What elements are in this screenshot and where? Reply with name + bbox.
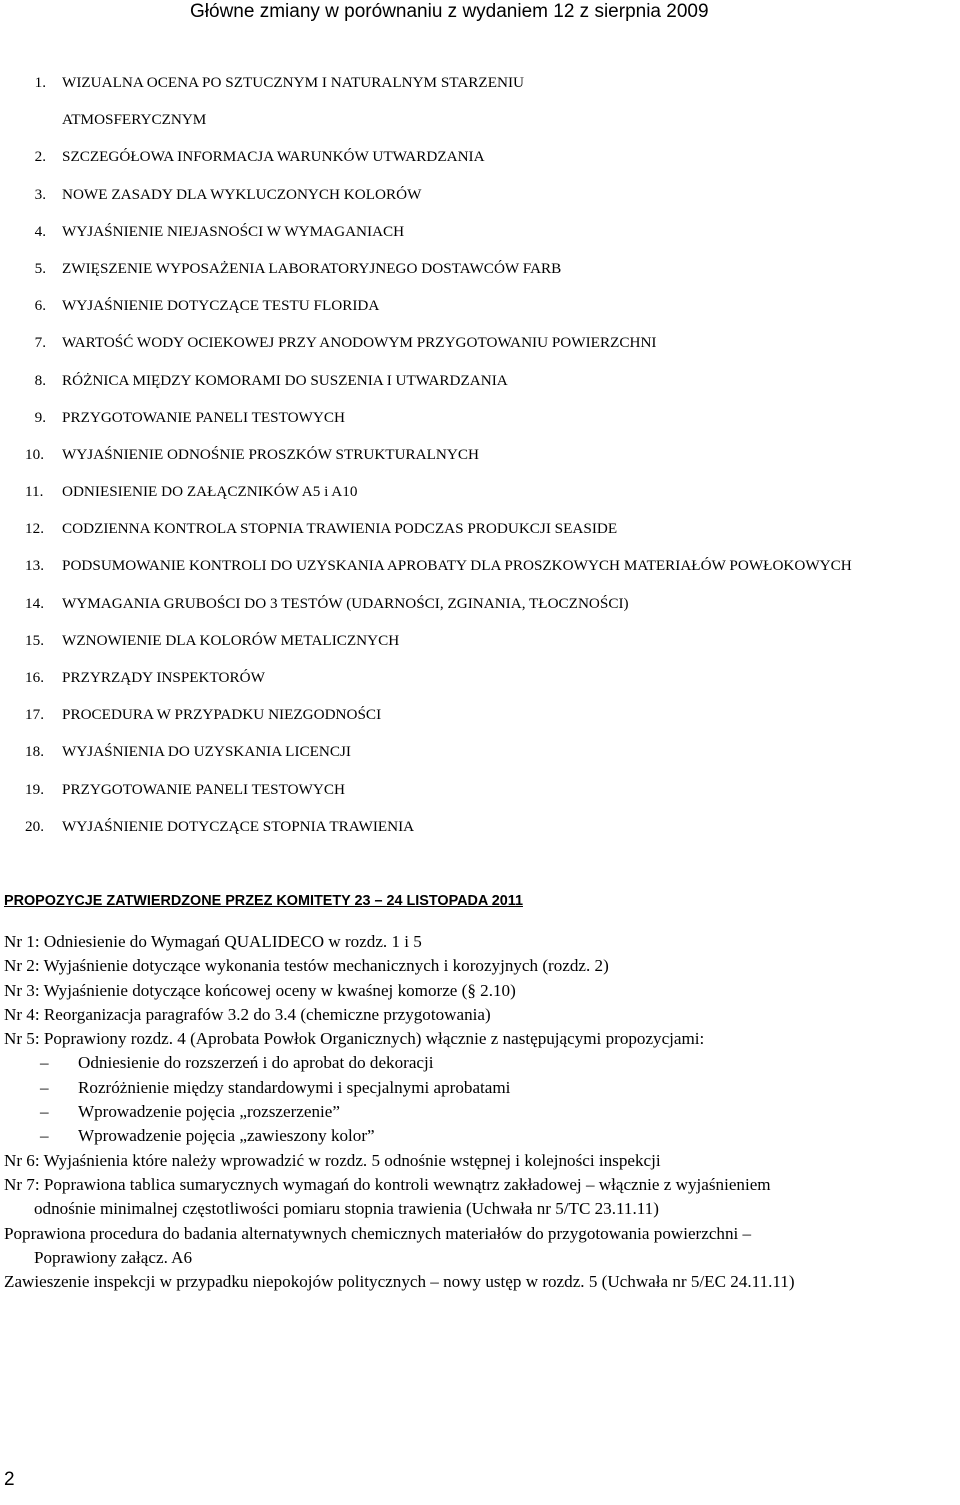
list-item-text: PROCEDURA W PRZYPADKU NIEZGODNOŚCI	[62, 706, 382, 724]
list-item-number: 14.	[25, 594, 44, 612]
document-title: Główne zmiany w porównaniu z wydaniem 12 z sierpnia 2009	[190, 1, 709, 22]
list-item	[0, 64, 960, 138]
proposal-nr2: Nr 2: Wyjaśnienie dotyczące wykonania testów mechanicznych i korozyjnych (rozdz. 2)	[4, 956, 609, 976]
list-item-text: WYJAŚNIENIE DOTYCZĄCE STOPNIA TRAWIENIA	[62, 817, 415, 835]
list-item	[0, 771, 960, 808]
proposal-nr7: Nr 7: Poprawiona tablica sumarycznych wymagań do kontroli wewnątrz zakładowej – włącznie z wyjaśnieniem	[4, 1174, 771, 1194]
list-item-text: CODZIENNA KONTROLA STOPNIA TRAWIENIA PODCZAS PRODUKCJI SEASIDE	[62, 520, 618, 538]
sub-list-item	[4, 1124, 960, 1148]
list-item-number: 7.	[34, 334, 46, 352]
list-item	[0, 436, 960, 473]
proposal-nr6: Nr 6: Wyjaśnienia które należy wprowadzić w rozdz. 5 odnośnie wstępnej i kolejności inspekcji	[4, 1150, 661, 1170]
list-item-text: WYJAŚNIENIE ODNOŚNIE PROSZKÓW STRUKTURALNYCH	[62, 445, 479, 463]
list-item-text: NOWE ZASADY DLA WYKLUCZONYCH KOLORÓW	[62, 185, 422, 203]
dash-bullet: –	[40, 1077, 49, 1097]
sub-list-item-text: Wprowadzenie pojęcia „rozszerzenie”	[78, 1102, 340, 1122]
list-item-number: 11.	[25, 483, 44, 501]
sub-list-item	[4, 1051, 960, 1075]
list-item-text: ODNIESIENIE DO ZAŁĄCZNIKÓW A5 i A10	[62, 483, 358, 501]
proposals-heading: PROPOZYCJE ZATWIERDZONE PRZEZ KOMITETY 23 – 24 LISTOPADA 2011	[4, 893, 523, 909]
list-item	[0, 362, 960, 399]
changes-list	[0, 64, 960, 845]
procedure-line-continuation: Poprawiony załącz. A6	[34, 1247, 193, 1267]
sub-list-item-text: Wprowadzenie pojęcia „zawieszony kolor”	[78, 1126, 375, 1146]
list-item-number: 1.	[34, 74, 46, 91]
list-item-number: 5.	[34, 259, 46, 277]
page-number: 2	[4, 1469, 15, 1490]
dash-bullet: –	[40, 1102, 49, 1122]
list-item-number: 9.	[34, 408, 46, 426]
list-item-text: PRZYRZĄDY INSPEKTORÓW	[62, 669, 265, 687]
sub-list-item-text: Rozróżnienie między standardowymi i specjalnymi aprobatami	[78, 1077, 511, 1097]
list-item-text: RÓŻNICA MIĘDZY KOMORAMI DO SUSZENIA I UTWARDZANIA	[62, 371, 508, 389]
proposals-list	[4, 930, 960, 1294]
list-item-text: WZNOWIENIE DLA KOLORÓW METALICZNYCH	[62, 631, 400, 649]
proposal-nr5: Nr 5: Poprawiony rozdz. 4 (Aprobata Powłok Organicznych) włącznie z następującymi propozycjami:	[4, 1029, 705, 1049]
list-item	[0, 622, 960, 659]
list-item	[0, 399, 960, 436]
list-item-number: 8.	[34, 371, 46, 389]
list-item-number: 3.	[34, 185, 46, 203]
procedure-line: Poprawiona procedura do badania alternatywnych chemicznych materiałów do przygotowania powierzchni –	[4, 1223, 752, 1243]
proposal-nr4: Nr 4: Reorganizacja paragrafów 3.2 do 3.4 (chemiczne przygotowania)	[4, 1004, 491, 1024]
list-item-number: 12.	[25, 520, 44, 538]
list-item-text: WARTOŚĆ WODY OCIEKOWEJ PRZY ANODOWYM PRZYGOTOWANIU POWIERZCHNI	[62, 334, 657, 352]
list-item-number: 2.	[34, 148, 46, 166]
list-item	[0, 176, 960, 213]
list-item-text: PRZYGOTOWANIE PANELI TESTOWYCH	[62, 780, 345, 798]
dash-bullet: –	[40, 1126, 49, 1146]
list-item	[0, 547, 960, 584]
sub-list-item	[4, 1100, 960, 1124]
list-item	[0, 213, 960, 250]
list-item	[0, 733, 960, 770]
list-item-text: ZWIĘSZENIE WYPOSAŻENIA LABORATORYJNEGO DOSTAWCÓW FARB	[62, 259, 562, 277]
list-item-number: 10.	[25, 445, 44, 463]
list-item-number: 4.	[34, 222, 46, 240]
list-item-text: WIZUALNA OCENA PO SZTUCZNYM I NATURALNYM STARZENIU ATMOSFERYCZNYM	[62, 74, 524, 129]
list-item	[0, 808, 960, 845]
list-item-number: 6.	[34, 297, 46, 315]
list-item-text: PODSUMOWANIE KONTROLI DO UZYSKANIA APROBATY DLA PROSZKOWYCH MATERIAŁÓW POWŁOKOWYCH	[62, 557, 852, 575]
list-item-number: 15.	[25, 631, 44, 649]
list-item-text: WYJAŚNIENIE DOTYCZĄCE TESTU FLORIDA	[62, 297, 380, 315]
list-item	[0, 510, 960, 547]
list-item	[0, 473, 960, 510]
proposal-nr1: Nr 1: Odniesienie do Wymagań QUALIDECO w rozdz. 1 i 5	[4, 932, 422, 951]
dash-bullet: –	[40, 1053, 49, 1073]
list-item	[0, 250, 960, 287]
suspension-line: Zawieszenie inspekcji w przypadku niepokojów politycznych – nowy ustęp w rozdz. 5 (Uchwała nr 5/EC 24.11.11)	[4, 1272, 795, 1292]
list-item	[0, 138, 960, 175]
list-item-text: WYJAŚNIENIA DO UZYSKANIA LICENCJI	[62, 743, 351, 761]
list-item-number: 18.	[25, 743, 44, 761]
list-item	[0, 585, 960, 622]
sub-list-item-text: Odniesienie do rozszerzeń i do aprobat do dekoracji	[78, 1053, 434, 1073]
list-item-text: WYJAŚNIENIE NIEJASNOŚCI W WYMAGANIACH	[62, 222, 405, 240]
list-item	[0, 324, 960, 361]
list-item-number: 20.	[25, 817, 44, 835]
list-item-text: SZCZEGÓŁOWA INFORMACJA WARUNKÓW UTWARDZANIA	[62, 148, 485, 166]
list-item	[0, 287, 960, 324]
list-item-number: 19.	[25, 780, 44, 798]
proposal-nr7-continuation: odnośnie minimalnej częstotliwości pomiaru stopnia trawienia (Uchwała nr 5/TC 23.11.11)	[34, 1199, 659, 1219]
proposal-nr3: Nr 3: Wyjaśnienie dotyczące końcowej oceny w kwaśnej komorze (§ 2.10)	[4, 980, 516, 1000]
list-item-number: 13.	[25, 557, 44, 575]
list-item-number: 17.	[25, 706, 44, 724]
list-item-text: WYMAGANIA GRUBOŚCI DO 3 TESTÓW (UDARNOŚCI, ZGINANIA, TŁOCZNOŚCI)	[62, 594, 629, 612]
list-item-number: 16.	[25, 669, 44, 687]
list-item	[0, 659, 960, 696]
list-item	[0, 696, 960, 733]
list-item-text: PRZYGOTOWANIE PANELI TESTOWYCH	[62, 408, 345, 426]
sub-list-item	[4, 1076, 960, 1100]
